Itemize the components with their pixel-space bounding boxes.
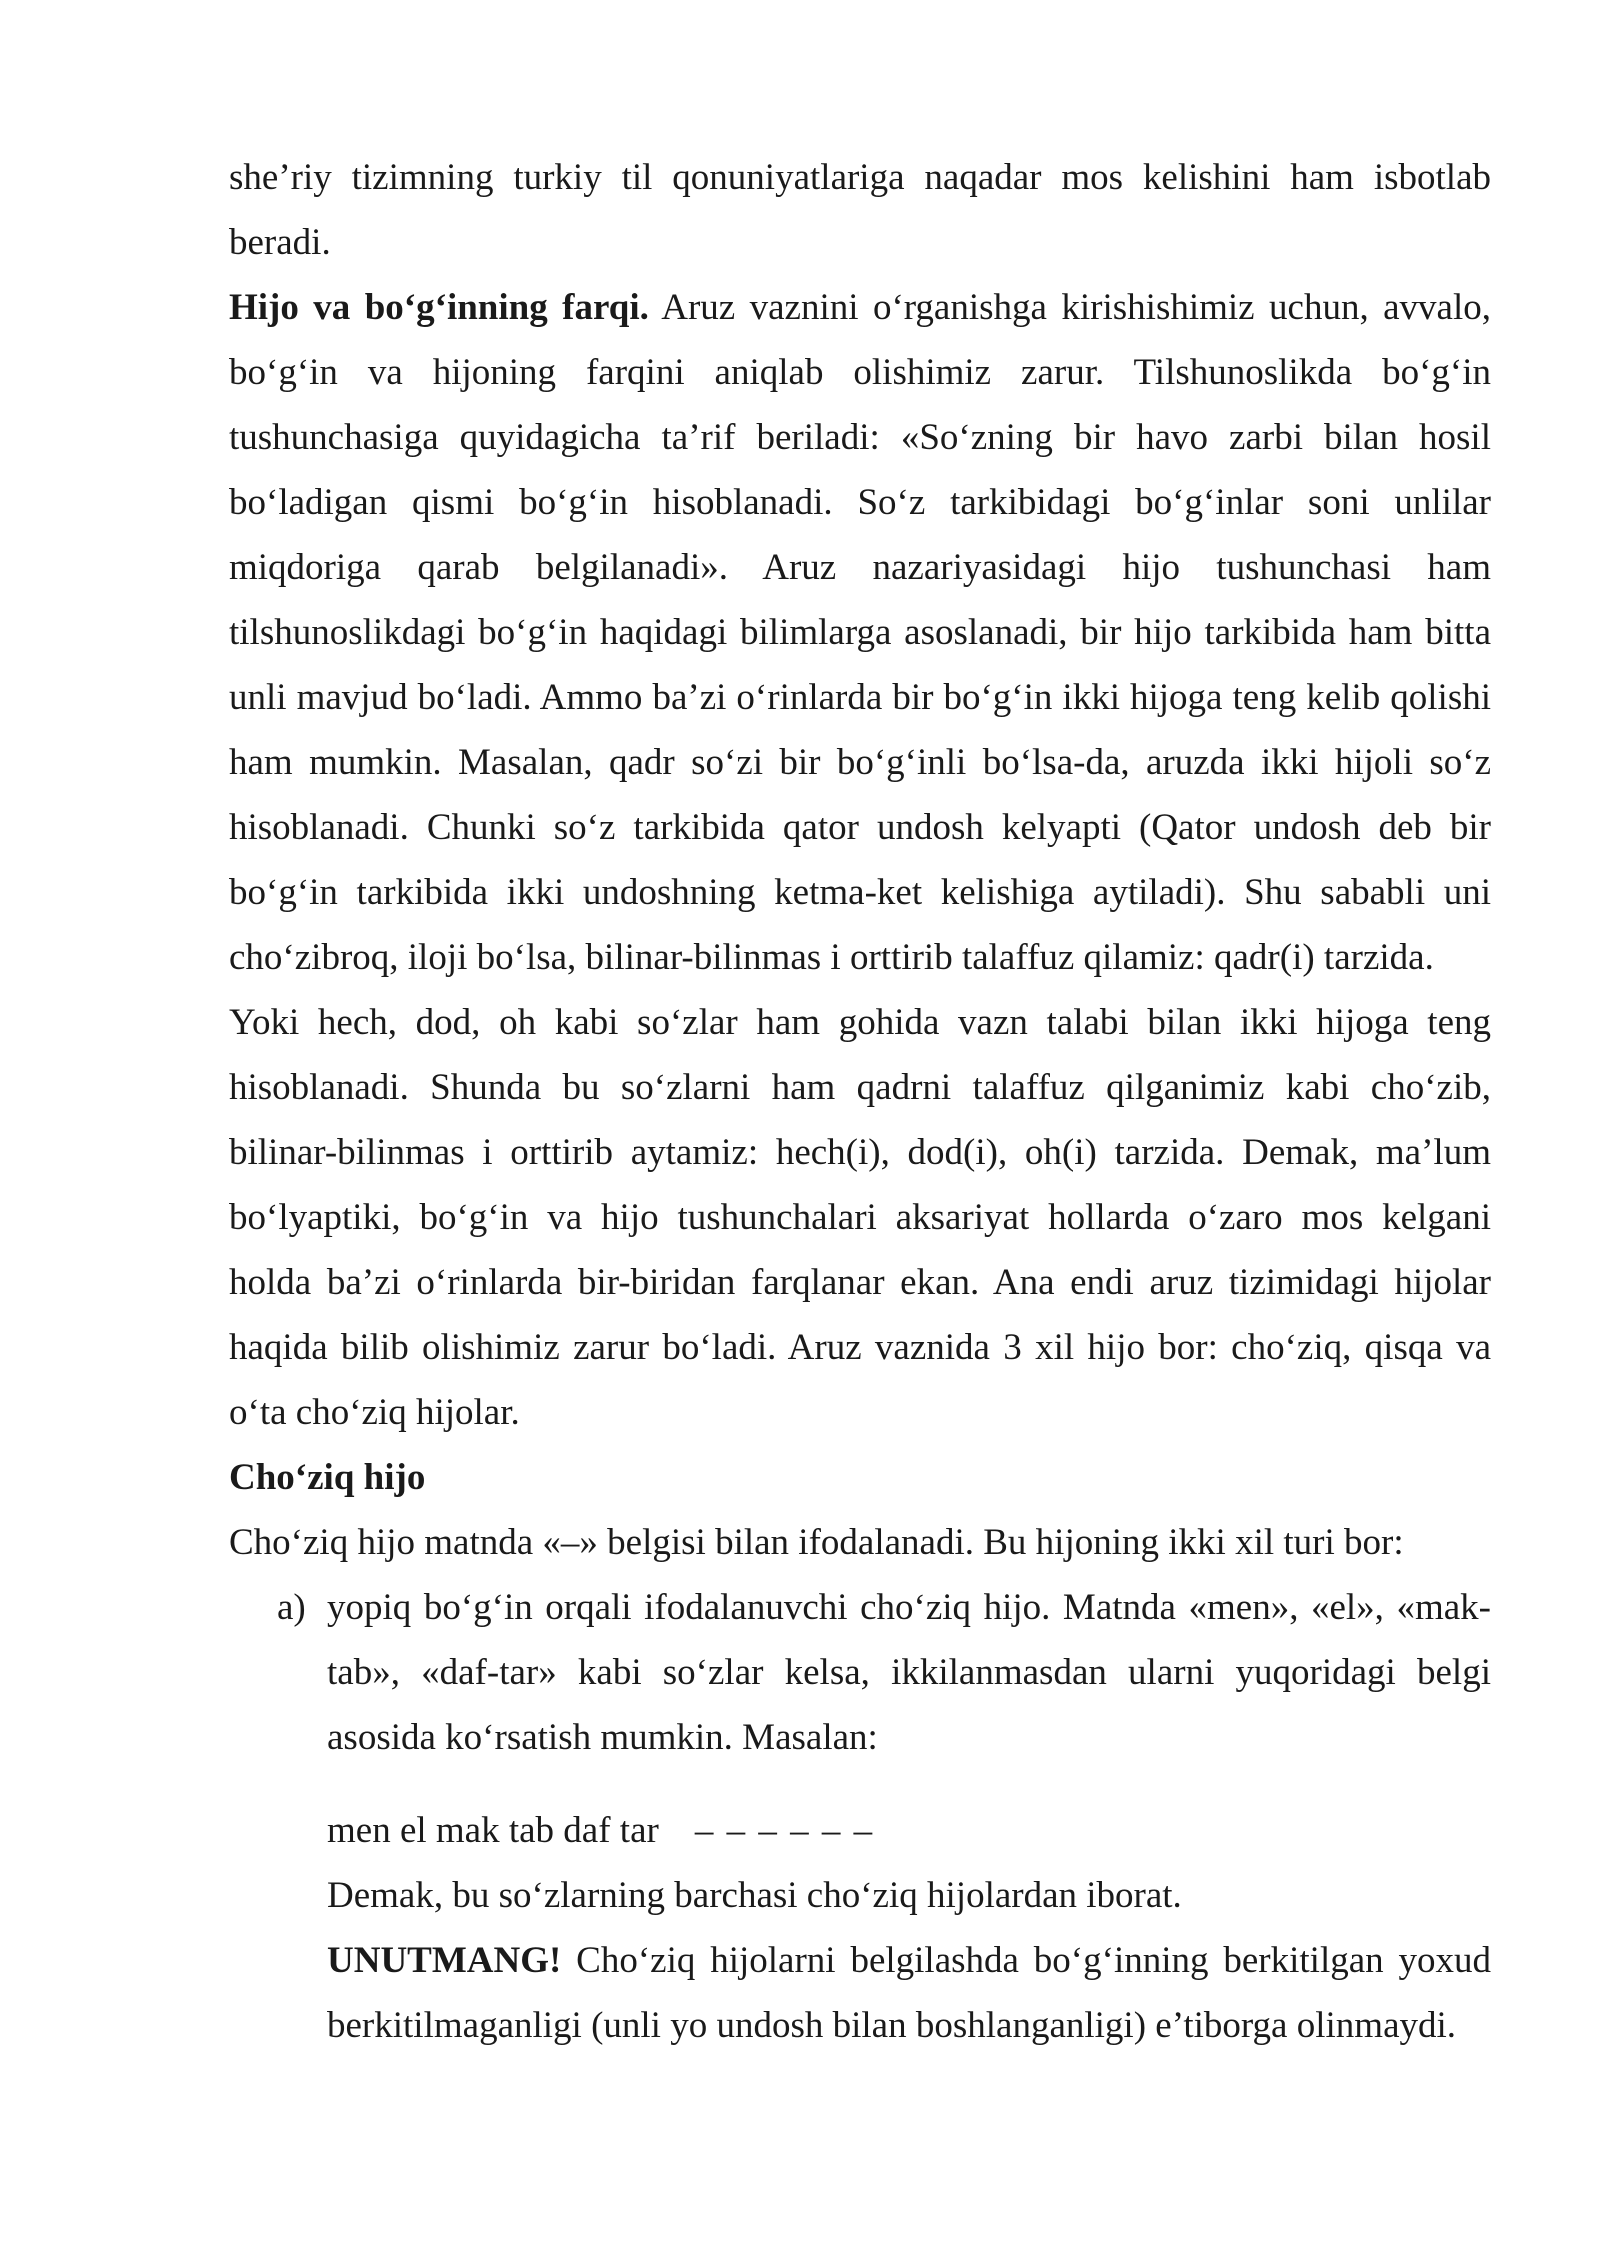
list-item-text: yopiq bo‘g‘in orqali ifodalanuvchi cho‘ziq hijo. Matnda «men», «el», «mak-tab», «daf-tar» kabi so‘zlar kelsa, ikkilanmasdan ularni yuqoridagi belgi asosida ko‘rsatish mumkin. Masalan: (327, 1587, 1491, 1758)
paragraph-long-syllable-intro: Cho‘ziq hijo matnda «–» belgisi bilan ifodalanadi. Bu hijoning ikki xil turi bor: (229, 1522, 1404, 1563)
list-marker: a) (277, 1587, 306, 1628)
heading-long-syllable: Cho‘ziq hijo (229, 1457, 426, 1498)
intro-paragraph: she’riy tizimning turkiy til qonuniyatlariga naqadar mos kelishini ham isbotlab beradi. (229, 157, 1491, 263)
note-label: UNUTMANG! (327, 1940, 562, 1981)
example-syllables: men el mak tab daf tar (327, 1810, 659, 1851)
section-body-text: Aruz vaznini o‘rganishga kirishishimiz uchun, avvalo, bo‘g‘in va hijoning farqini aniqlab olishimiz zarur. Tilshunoslikda bo‘g‘in tushunchasiga quyidagicha ta’rif beriladi: «So‘zning bir havo zarbi bilan hosil bo‘ladigan qismi bo‘g‘in hisoblanadi. So‘z tarkibidagi bo‘g‘inlar soni unlilar miqdoriga qarab belgilanadi». Aruz nazariyasidagi hijo tushunchasi ham tilshunoslikdagi bo‘g‘in haqidagi bilimlarga asoslanadi, bir hijo tarkibida ham bitta unli mavjud bo‘ladi. Ammo ba’zi o‘rinlarda bir bo‘g‘in ikki hijoga teng kelib qolishi ham mumkin. Masalan, qadr so‘zi bir bo‘g‘inli bo‘lsa-da, aruzda ikki hijoli so‘z hisoblanadi. Chunki so‘z tarkibida qator undosh kelyapti (Qator undosh deb bir bo‘g‘in tarkibida ikki undoshning ketma-ket kelishiga aytiladi). Shu sababli uni cho‘zibroq, iloji bo‘lsa, bilinar-bilinmas i orttirib talaffuz qilamiz: qadr(i) tarzida. (229, 287, 1492, 978)
paragraph-examples: Yoki hech, dod, oh kabi so‘zlar ham gohida vazn talabi bilan ikki hijoga teng hisoblanadi. Shunda bu so‘zlarni ham qadrni talaffuz qilganimiz kabi cho‘zib, bilinar-bilinmas i orttirib aytamiz: hech(i), dod(i), oh(i) tarzida. Demak, ma’lum bo‘lyaptiki, bo‘g‘in va hijo tushunchalari aksariyat hollarda o‘zaro mos kelgani holda ba’zi o‘rinlarda bir-biridan farqlanar ekan. Ana endi aruz tizimidagi hijolar haqida bilib olishimiz zarur bo‘ladi. Aruz vaznida 3 xil hijo bor: cho‘ziq, qisqa va o‘ta cho‘ziq hijolar. (229, 1002, 1491, 1433)
note-paragraph (229, 1928, 1491, 2058)
section-lead-heading: Hijo va bo‘g‘inning farqi. (229, 287, 649, 328)
list-item-a (229, 1575, 1491, 1770)
section-hijo-vs-syllable (229, 275, 1491, 990)
note-text: Cho‘ziq hijolarni belgilashda bo‘g‘inning berkitilgan yoxud berkitilmaganligi (unli yo undosh bilan boshlanganligi) e’tiborga olinmaydi. (327, 1940, 1491, 2046)
document-page (229, 145, 1491, 2058)
example-line (229, 1798, 1491, 1863)
conclusion-line: Demak, bu so‘zlarning barchasi cho‘ziq hijolardan iborat. (327, 1875, 1182, 1916)
example-marks: – – – – – – (694, 1810, 875, 1851)
